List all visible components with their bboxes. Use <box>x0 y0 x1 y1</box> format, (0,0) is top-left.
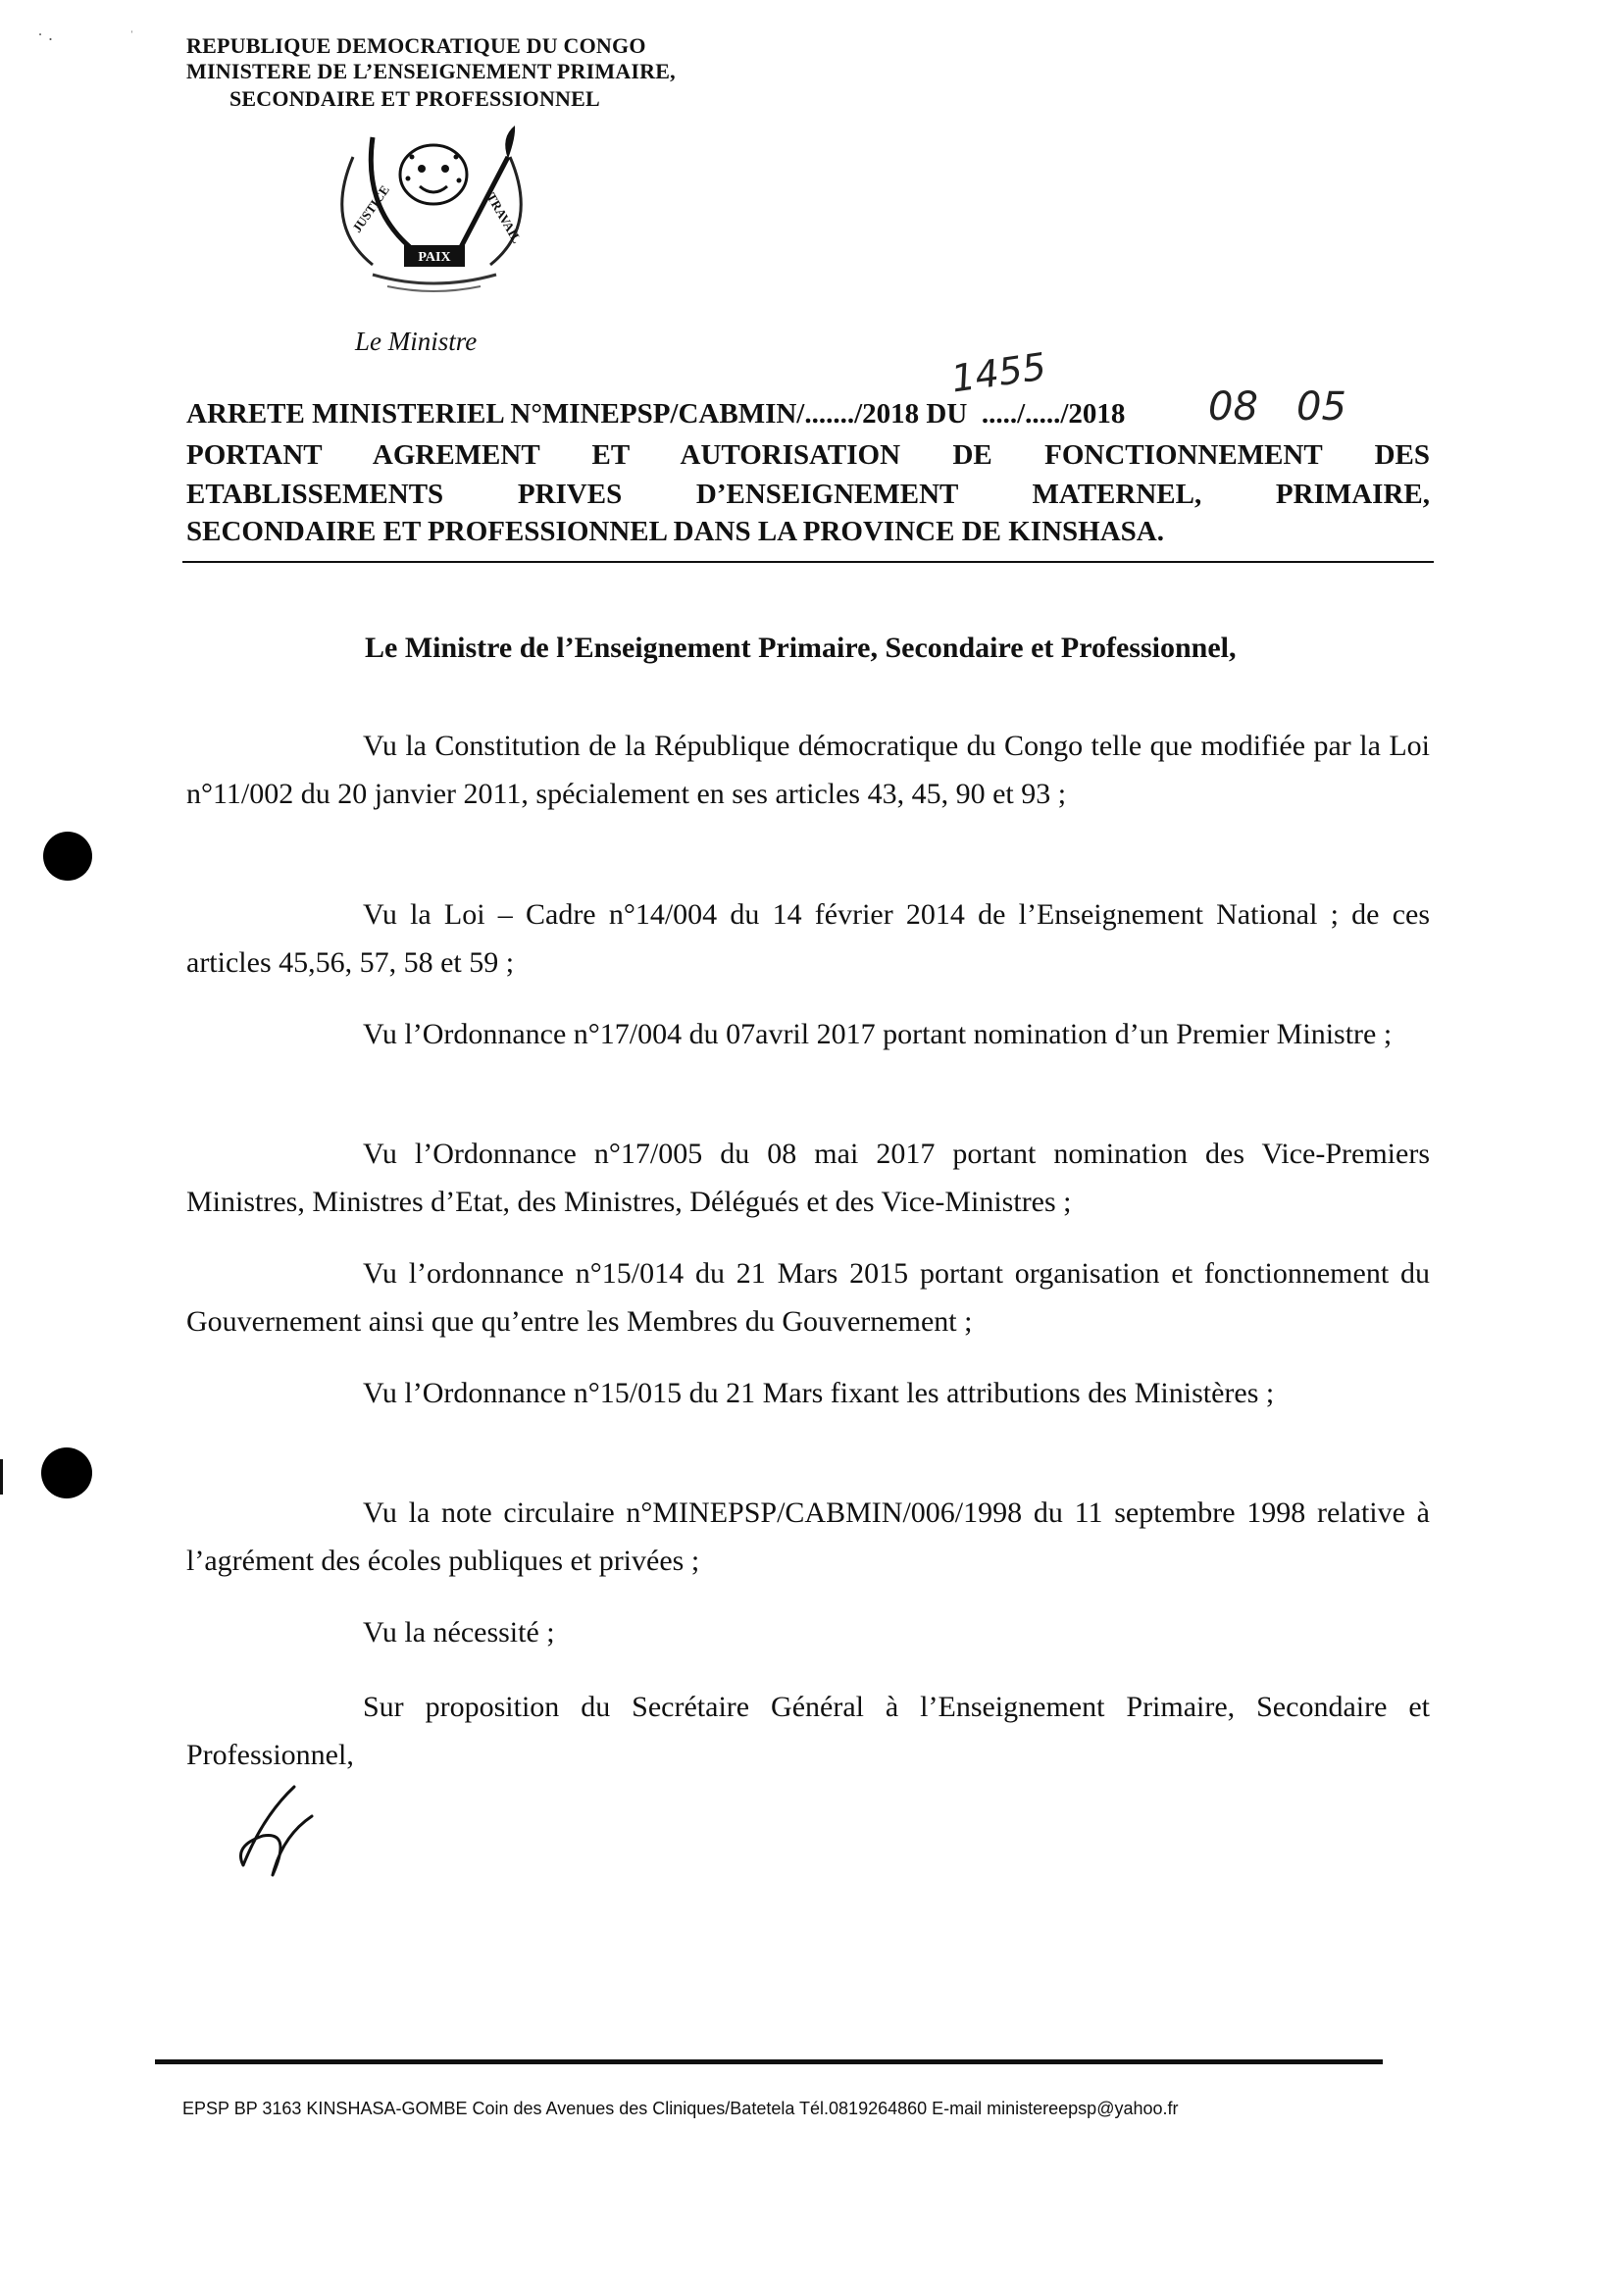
decree-title-line3: ETABLISSEMENTS PRIVES D’ENSEIGNEMENT MATERNEL, PRIMAIRE, <box>186 479 1430 510</box>
signatory-label: Le Ministre <box>355 327 478 356</box>
svg-text:TRAVAIL: TRAVAIL <box>483 190 525 246</box>
dotted-fill: ..... <box>981 398 1018 430</box>
dotted-fill: ....... <box>804 398 855 430</box>
spear-icon <box>505 126 515 159</box>
consideration-attributions-ministeres: Vu l’Ordonnance n°15/015 du 21 Mars fixant les attributions des Ministères ; <box>363 1377 1275 1409</box>
scan-edge-mark <box>0 1459 3 1495</box>
footer-address: EPSP BP 3163 KINSHASA-GOMBE Coin des Avenues des Cliniques/Batetela Tél.0819264860 E-mail ministereepsp@yahoo.fr <box>182 2099 1179 2118</box>
scan-mark: ˙ · <box>37 29 54 49</box>
title-underline <box>182 561 1434 563</box>
dotted-fill: ..... <box>1025 398 1061 430</box>
header-ministry: MINISTERE DE L’ENSEIGNEMENT PRIMAIRE, <box>186 59 676 83</box>
decree-title-line2: PORTANT AGREMENT ET AUTORISATION DE FONCTIONNEMENT DES <box>186 439 1430 471</box>
handwritten-initial <box>224 1777 322 1885</box>
consideration-ordonnance-vice-premiers: Vu l’Ordonnance n°17/005 du 08 mai 2017 portant nomination des Vice-Premiers Ministres, Ministres d’Etat, des Ministres, Délégués et des Vice-Ministres ; <box>186 1138 1430 1218</box>
consideration-constitution: Vu la Constitution de la République démocratique du Congo telle que modifiée par la Loi n°11/002 du 20 janvier 2011, spécialement en ses articles 43, 45, 90 et 93 ; <box>186 730 1430 810</box>
svg-text:PAIX: PAIX <box>418 250 451 265</box>
punch-hole <box>43 832 92 881</box>
punch-hole <box>41 1447 92 1498</box>
decree-title-line1: ARRETE MINISTERIEL N°MINEPSP/CABMIN/......./2018 DU ...../...../2018 <box>186 398 1126 430</box>
coat-of-arms-emblem <box>314 118 549 299</box>
handwritten-month: 05 <box>1296 384 1346 430</box>
footer-rule <box>155 2059 1383 2064</box>
svg-text:JUSTICE: JUSTICE <box>349 182 392 235</box>
header-ministry-cont: SECONDAIRE ET PROFESSIONNEL <box>229 86 600 111</box>
consideration-proposition: Sur proposition du Secrétaire Général à l’Enseignement Primaire, Secondaire et Professionnel, <box>186 1691 1430 1771</box>
consideration-note-circulaire: Vu la note circulaire n°MINEPSP/CABMIN/006/1998 du 11 septembre 1998 relative à l’agrément des écoles publiques et privées ; <box>186 1497 1430 1577</box>
leopard-head-icon <box>400 145 467 204</box>
consideration-organisation-gouvernement: Vu l’ordonnance n°15/014 du 21 Mars 2015 portant organisation et fonctionnement du Gouvernement ainsi que qu’entre les Membres du Gouvernement ; <box>186 1257 1430 1338</box>
consideration-ordonnance-premier-ministre: Vu l’Ordonnance n°17/004 du 07avril 2017 portant nomination d’un Premier Ministre ; <box>363 1018 1393 1050</box>
decree-title-line4: SECONDAIRE ET PROFESSIONNEL DANS LA PROVINCE DE KINSHASA. <box>186 516 1164 547</box>
consideration-necessite: Vu la nécessité ; <box>363 1616 555 1649</box>
handwritten-day: 08 <box>1208 384 1258 430</box>
header-republic: REPUBLIQUE DEMOCRATIQUE DU CONGO <box>186 33 646 58</box>
consideration-loi-cadre: Vu la Loi – Cadre n°14/004 du 14 février 2014 de l’Enseignement National ; de ces articles 45,56, 57, 58 et 59 ; <box>186 898 1430 979</box>
minister-heading: Le Ministre de l’Enseignement Primaire, Secondaire et Professionnel, <box>365 632 1237 664</box>
scan-mark: ˈ <box>129 29 134 44</box>
handwritten-decree-number: 1455 <box>948 344 1049 401</box>
